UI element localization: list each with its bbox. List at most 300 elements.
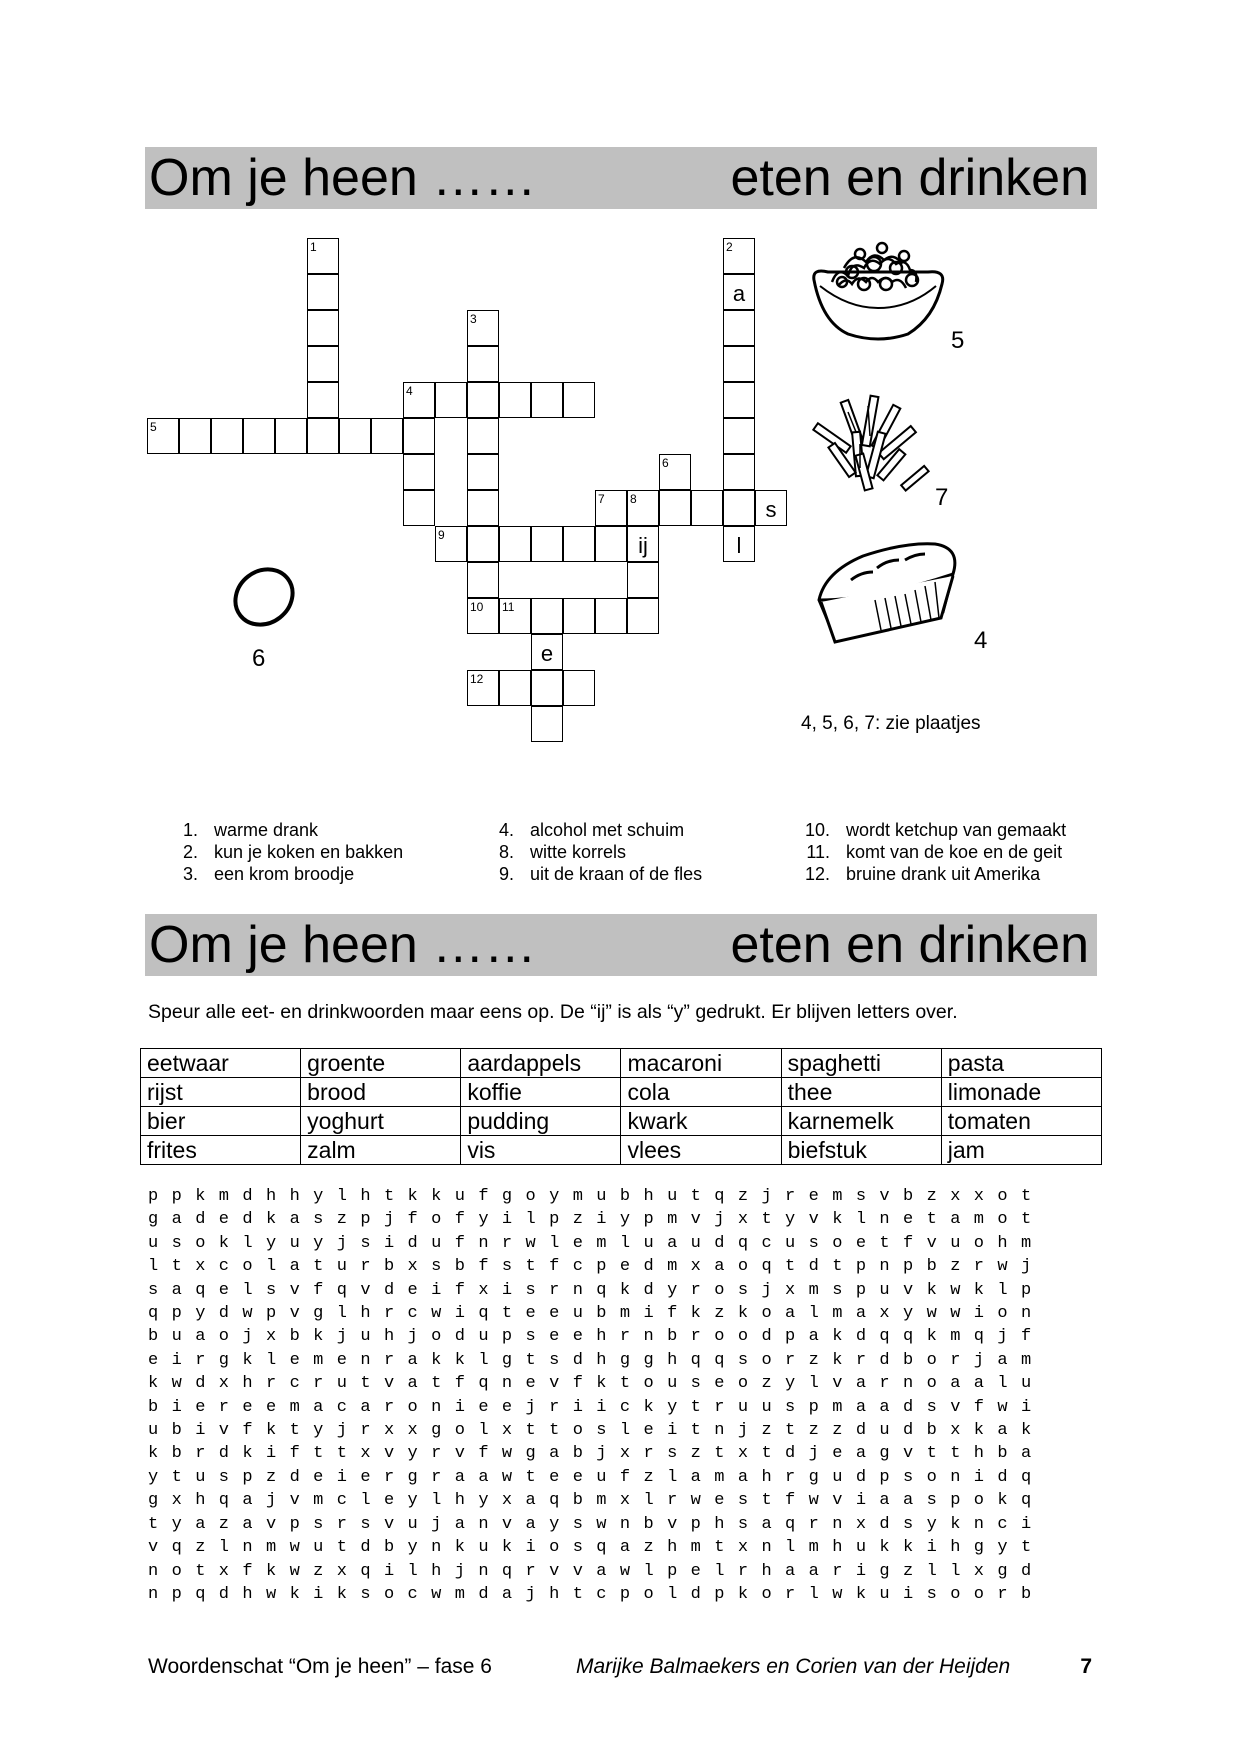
- word-search-letter[interactable]: u: [454, 1187, 465, 1206]
- word-search-letter[interactable]: b: [619, 1187, 631, 1206]
- word-search-letter[interactable]: a: [903, 1491, 914, 1511]
- word-search-letter[interactable]: e: [714, 1374, 725, 1394]
- word-search-letter[interactable]: o: [973, 1491, 984, 1511]
- word-search-letter[interactable]: s: [667, 1444, 678, 1464]
- word-search-letter[interactable]: x: [950, 1421, 961, 1441]
- word-search-letter[interactable]: v: [289, 1280, 300, 1300]
- word-search-letter[interactable]: v: [690, 1210, 701, 1230]
- word-search-letter[interactable]: q: [195, 1280, 206, 1300]
- crossword-cell[interactable]: [595, 598, 627, 634]
- word-search-letter[interactable]: t: [1020, 1538, 1032, 1558]
- word-search-letter[interactable]: r: [619, 1327, 631, 1347]
- word-search-letter[interactable]: l: [808, 1304, 819, 1324]
- word-search-letter[interactable]: o: [218, 1327, 229, 1347]
- word-search-letter[interactable]: v: [832, 1491, 843, 1511]
- word-search-letter[interactable]: r: [383, 1467, 395, 1487]
- word-search-letter[interactable]: j: [997, 1327, 1008, 1347]
- word-search-letter[interactable]: t: [761, 1491, 772, 1511]
- word-search-letter[interactable]: m: [973, 1210, 984, 1230]
- word-search-letter[interactable]: p: [855, 1257, 867, 1277]
- crossword-cell[interactable]: [307, 418, 339, 454]
- word-search-letter[interactable]: l: [360, 1491, 371, 1511]
- word-search-letter[interactable]: t: [879, 1233, 890, 1253]
- word-search-letter[interactable]: t: [525, 1467, 536, 1487]
- word-search-letter[interactable]: o: [643, 1374, 654, 1394]
- word-search-letter[interactable]: z: [761, 1421, 772, 1441]
- word-search-letter[interactable]: j: [525, 1397, 536, 1417]
- word-search-letter[interactable]: t: [501, 1304, 513, 1324]
- word-search-letter[interactable]: n: [148, 1561, 159, 1581]
- word-search-letter[interactable]: y: [407, 1444, 418, 1464]
- word-search-letter[interactable]: l: [997, 1374, 1008, 1394]
- word-search-letter[interactable]: a: [454, 1514, 465, 1534]
- word-search-letter[interactable]: e: [383, 1491, 395, 1511]
- word-search-letter[interactable]: k: [619, 1280, 631, 1300]
- word-search-letter[interactable]: a: [808, 1327, 819, 1347]
- word-search-letter[interactable]: k: [832, 1327, 843, 1347]
- word-search-letter[interactable]: s: [903, 1467, 914, 1487]
- word-search-letter[interactable]: r: [973, 1257, 984, 1277]
- word-search-letter[interactable]: r: [690, 1280, 701, 1300]
- word-search-letter[interactable]: h: [832, 1538, 843, 1558]
- word-search-letter[interactable]: o: [761, 1304, 772, 1324]
- word-search-letter[interactable]: t: [525, 1421, 536, 1441]
- word-search-letter[interactable]: r: [997, 1584, 1008, 1604]
- word-search-letter[interactable]: v: [549, 1561, 560, 1581]
- word-search-letter[interactable]: v: [903, 1444, 914, 1464]
- word-search-letter[interactable]: p: [171, 1304, 182, 1324]
- word-search-letter[interactable]: w: [950, 1280, 961, 1300]
- word-search-letter[interactable]: p: [785, 1327, 796, 1347]
- word-search-letter[interactable]: p: [148, 1187, 159, 1206]
- word-search-letter[interactable]: i: [855, 1491, 867, 1511]
- word-search-letter[interactable]: x: [619, 1491, 631, 1511]
- word-search-letter[interactable]: x: [360, 1444, 371, 1464]
- word-search-letter[interactable]: a: [289, 1257, 300, 1277]
- word-search-letter[interactable]: z: [808, 1350, 819, 1370]
- word-search-letter[interactable]: u: [879, 1421, 890, 1441]
- word-search-letter[interactable]: b: [148, 1327, 159, 1347]
- word-search-letter[interactable]: f: [407, 1210, 418, 1230]
- word-search-letter[interactable]: s: [855, 1187, 867, 1206]
- word-search-letter[interactable]: j: [265, 1491, 277, 1511]
- word-search-letter[interactable]: x: [478, 1280, 489, 1300]
- word-search-letter[interactable]: k: [1020, 1421, 1032, 1441]
- word-search-letter[interactable]: v: [832, 1374, 843, 1394]
- word-search-letter[interactable]: e: [525, 1374, 536, 1394]
- word-search-letter[interactable]: r: [549, 1280, 560, 1300]
- word-search-letter[interactable]: x: [785, 1280, 796, 1300]
- word-search-letter[interactable]: s: [808, 1233, 819, 1253]
- word-search-letter[interactable]: p: [690, 1514, 701, 1534]
- word-search-letter[interactable]: a: [855, 1397, 867, 1417]
- word-search-letter[interactable]: m: [832, 1187, 843, 1206]
- crossword-cell[interactable]: [723, 526, 755, 562]
- word-search-letter[interactable]: u: [313, 1538, 324, 1558]
- word-search-letter[interactable]: s: [360, 1514, 371, 1534]
- word-search-letter[interactable]: x: [218, 1374, 229, 1394]
- word-search-letter[interactable]: b: [903, 1350, 914, 1370]
- word-search-letter[interactable]: k: [973, 1421, 984, 1441]
- word-search-letter[interactable]: y: [407, 1538, 418, 1558]
- word-search-letter[interactable]: p: [903, 1257, 914, 1277]
- word-search-letter[interactable]: s: [832, 1280, 843, 1300]
- word-search-letter[interactable]: c: [619, 1397, 631, 1417]
- word-search-letter[interactable]: n: [478, 1561, 489, 1581]
- word-search-letter[interactable]: t: [525, 1257, 536, 1277]
- word-search-letter[interactable]: n: [903, 1374, 914, 1394]
- word-search-letter[interactable]: k: [832, 1350, 843, 1370]
- word-search-letter[interactable]: j: [596, 1444, 607, 1464]
- word-search-letter[interactable]: n: [643, 1327, 654, 1347]
- word-search-letter[interactable]: u: [596, 1467, 607, 1487]
- crossword-cell[interactable]: [723, 238, 755, 274]
- crossword-cell[interactable]: [435, 526, 467, 562]
- word-search-letter[interactable]: e: [289, 1350, 300, 1370]
- word-search-letter[interactable]: r: [950, 1350, 961, 1370]
- word-search-letter[interactable]: l: [525, 1210, 536, 1230]
- word-search-letter[interactable]: y: [313, 1187, 324, 1206]
- word-search-letter[interactable]: p: [549, 1210, 560, 1230]
- word-search-letter[interactable]: m: [1020, 1233, 1032, 1253]
- word-search-letter[interactable]: z: [926, 1187, 937, 1206]
- word-search-letter[interactable]: x: [407, 1421, 418, 1441]
- word-search-letter[interactable]: k: [242, 1350, 253, 1370]
- word-search-letter[interactable]: a: [360, 1397, 371, 1417]
- word-search-letter[interactable]: t: [336, 1538, 347, 1558]
- word-search-letter[interactable]: h: [973, 1444, 984, 1464]
- word-search-letter[interactable]: b: [926, 1421, 937, 1441]
- word-search-letter[interactable]: u: [289, 1233, 300, 1253]
- word-search-letter[interactable]: b: [572, 1444, 583, 1464]
- crossword-cell[interactable]: [563, 382, 595, 418]
- word-search-letter[interactable]: f: [1020, 1327, 1032, 1347]
- word-search-letter[interactable]: j: [336, 1233, 347, 1253]
- word-search-letter[interactable]: d: [855, 1327, 867, 1347]
- word-search-letter[interactable]: a: [478, 1467, 489, 1487]
- word-search-letter[interactable]: r: [383, 1397, 395, 1417]
- word-search-letter[interactable]: z: [832, 1421, 843, 1441]
- word-search-letter[interactable]: m: [596, 1233, 607, 1253]
- word-search-letter[interactable]: t: [785, 1257, 796, 1277]
- crossword-cell[interactable]: [371, 418, 403, 454]
- word-search-letter[interactable]: i: [501, 1280, 513, 1300]
- word-search-letter[interactable]: m: [572, 1187, 583, 1206]
- word-search-letter[interactable]: d: [218, 1444, 229, 1464]
- word-search-letter[interactable]: s: [525, 1280, 536, 1300]
- word-search-letter[interactable]: a: [454, 1467, 465, 1487]
- crossword-cell[interactable]: [531, 382, 563, 418]
- word-search-letter[interactable]: m: [1020, 1350, 1032, 1370]
- word-search-letter[interactable]: k: [218, 1233, 229, 1253]
- word-search-letter[interactable]: y: [265, 1233, 277, 1253]
- word-search-letter[interactable]: n: [832, 1514, 843, 1534]
- word-search-letter[interactable]: q: [171, 1538, 182, 1558]
- word-search-letter[interactable]: t: [1020, 1210, 1032, 1230]
- word-search-letter[interactable]: h: [360, 1304, 371, 1324]
- word-search-letter[interactable]: j: [525, 1584, 536, 1604]
- crossword-cell[interactable]: [659, 490, 691, 526]
- word-search-letter[interactable]: p: [596, 1257, 607, 1277]
- word-search-letter[interactable]: k: [879, 1538, 890, 1558]
- crossword-cell[interactable]: [339, 418, 371, 454]
- word-search-letter[interactable]: x: [336, 1561, 347, 1581]
- crossword-cell[interactable]: [723, 454, 755, 490]
- word-search-letter[interactable]: b: [572, 1491, 583, 1511]
- word-search-letter[interactable]: t: [714, 1444, 725, 1464]
- word-search-letter[interactable]: j: [336, 1421, 347, 1441]
- word-search-letter[interactable]: l: [667, 1584, 678, 1604]
- crossword-cell[interactable]: [307, 238, 339, 274]
- crossword-cell[interactable]: [531, 526, 563, 562]
- word-search-letter[interactable]: t: [289, 1421, 300, 1441]
- word-search-letter[interactable]: s: [501, 1257, 513, 1277]
- word-search-letter[interactable]: d: [903, 1397, 914, 1417]
- word-search-letter[interactable]: r: [313, 1374, 324, 1394]
- word-search-letter[interactable]: u: [431, 1233, 442, 1253]
- word-search-letter[interactable]: q: [1020, 1491, 1032, 1511]
- word-search-letter[interactable]: o: [714, 1280, 725, 1300]
- word-search-letter[interactable]: r: [360, 1257, 371, 1277]
- word-search-letter[interactable]: g: [501, 1187, 513, 1206]
- word-search-letter[interactable]: w: [997, 1397, 1008, 1417]
- word-search-letter[interactable]: t: [313, 1444, 324, 1464]
- word-search-letter[interactable]: v: [808, 1210, 819, 1230]
- word-search-letter[interactable]: l: [808, 1584, 819, 1604]
- word-search-letter[interactable]: w: [171, 1374, 182, 1394]
- crossword-cell[interactable]: [403, 454, 435, 490]
- word-search-letter[interactable]: l: [667, 1467, 678, 1487]
- word-search-letter[interactable]: o: [643, 1584, 654, 1604]
- word-search-letter[interactable]: q: [1020, 1467, 1032, 1487]
- word-search-letter[interactable]: v: [879, 1187, 890, 1206]
- word-search-letter[interactable]: l: [950, 1561, 961, 1581]
- word-search-letter[interactable]: o: [761, 1350, 772, 1370]
- word-search-letter[interactable]: n: [148, 1584, 159, 1604]
- word-search-letter[interactable]: q: [596, 1538, 607, 1558]
- word-search-letter[interactable]: d: [879, 1514, 890, 1534]
- word-search-letter[interactable]: k: [289, 1584, 300, 1604]
- crossword-cell[interactable]: [627, 562, 659, 598]
- word-search-letter[interactable]: f: [242, 1421, 253, 1441]
- word-search-letter[interactable]: l: [855, 1210, 867, 1230]
- word-search-letter[interactable]: z: [761, 1374, 772, 1394]
- word-search-letter[interactable]: w: [265, 1584, 277, 1604]
- word-search-letter[interactable]: w: [926, 1304, 937, 1324]
- word-search-letter[interactable]: k: [431, 1187, 442, 1206]
- word-search-letter[interactable]: e: [572, 1233, 583, 1253]
- word-search-letter[interactable]: j: [242, 1327, 253, 1347]
- word-search-letter[interactable]: s: [737, 1514, 749, 1534]
- word-search-letter[interactable]: r: [785, 1350, 796, 1370]
- word-search-letter[interactable]: j: [407, 1327, 418, 1347]
- crossword-cell[interactable]: [211, 418, 243, 454]
- word-search-letter[interactable]: u: [690, 1233, 701, 1253]
- word-search-letter[interactable]: y: [926, 1514, 937, 1534]
- word-search-letter[interactable]: q: [549, 1491, 560, 1511]
- word-search-letter[interactable]: k: [903, 1538, 914, 1558]
- word-search-letter[interactable]: x: [501, 1491, 513, 1511]
- crossword-cell[interactable]: [499, 598, 531, 634]
- word-search-letter[interactable]: v: [454, 1444, 465, 1464]
- word-search-letter[interactable]: y: [785, 1210, 796, 1230]
- word-search-letter[interactable]: u: [171, 1327, 182, 1347]
- crossword-cell[interactable]: [467, 310, 499, 346]
- word-search-letter[interactable]: h: [997, 1233, 1008, 1253]
- word-search-letter[interactable]: r: [195, 1444, 206, 1464]
- word-search-letter[interactable]: o: [761, 1584, 772, 1604]
- word-search-letter[interactable]: a: [407, 1350, 418, 1370]
- word-search-letter[interactable]: r: [737, 1561, 749, 1581]
- word-search-letter[interactable]: a: [242, 1491, 253, 1511]
- word-search-letter[interactable]: u: [572, 1304, 583, 1324]
- word-search-letter[interactable]: k: [148, 1444, 159, 1464]
- word-search-letter[interactable]: a: [997, 1350, 1008, 1370]
- word-search-letter[interactable]: g: [997, 1561, 1008, 1581]
- word-search-letter[interactable]: u: [761, 1397, 772, 1417]
- word-search-letter[interactable]: p: [1020, 1280, 1032, 1300]
- word-search-letter[interactable]: v: [903, 1280, 914, 1300]
- word-search-letter[interactable]: t: [195, 1561, 206, 1581]
- word-search-letter[interactable]: q: [714, 1187, 725, 1206]
- word-search-letter[interactable]: z: [737, 1187, 749, 1206]
- word-search-letter[interactable]: u: [879, 1584, 890, 1604]
- word-search-letter[interactable]: o: [950, 1584, 961, 1604]
- word-search-letter[interactable]: u: [832, 1467, 843, 1487]
- word-search-letter[interactable]: a: [785, 1561, 796, 1581]
- word-search-letter[interactable]: m: [454, 1584, 465, 1604]
- word-search-letter[interactable]: n: [1020, 1304, 1032, 1324]
- word-search-letter[interactable]: f: [903, 1233, 914, 1253]
- word-search-letter[interactable]: a: [549, 1444, 560, 1464]
- word-search-letter[interactable]: i: [1020, 1514, 1032, 1534]
- crossword-cell[interactable]: [627, 490, 659, 526]
- word-search-letter[interactable]: f: [242, 1561, 253, 1581]
- crossword-cell[interactable]: [467, 454, 499, 490]
- word-search-letter[interactable]: n: [714, 1421, 725, 1441]
- crossword-cell[interactable]: [467, 562, 499, 598]
- word-search-letter[interactable]: e: [478, 1397, 489, 1417]
- word-search-letter[interactable]: m: [832, 1397, 843, 1417]
- word-search-letter[interactable]: k: [596, 1374, 607, 1394]
- word-search-letter[interactable]: i: [171, 1350, 182, 1370]
- word-search-letter[interactable]: n: [572, 1280, 583, 1300]
- word-search-letter[interactable]: i: [643, 1304, 654, 1324]
- word-search-letter[interactable]: q: [737, 1233, 749, 1253]
- word-search-letter[interactable]: r: [336, 1514, 347, 1534]
- word-search-letter[interactable]: b: [171, 1444, 182, 1464]
- word-search-letter[interactable]: w: [501, 1467, 513, 1487]
- word-search-letter[interactable]: b: [1020, 1584, 1032, 1604]
- word-search-letter[interactable]: s: [313, 1210, 324, 1230]
- word-search-letter[interactable]: s: [549, 1350, 560, 1370]
- word-search-letter[interactable]: n: [619, 1514, 631, 1534]
- word-search-letter[interactable]: r: [808, 1514, 819, 1534]
- word-search-letter[interactable]: x: [407, 1257, 418, 1277]
- word-search-letter[interactable]: a: [714, 1257, 725, 1277]
- word-search-letter[interactable]: q: [478, 1374, 489, 1394]
- word-search-letter[interactable]: f: [289, 1444, 300, 1464]
- word-search-letter[interactable]: s: [171, 1233, 182, 1253]
- word-search-letter[interactable]: a: [879, 1397, 890, 1417]
- word-search-letter[interactable]: q: [336, 1280, 347, 1300]
- word-search-letter[interactable]: t: [690, 1421, 701, 1441]
- word-search-letter[interactable]: i: [501, 1210, 513, 1230]
- word-search-letter[interactable]: s: [148, 1280, 159, 1300]
- crossword-cell[interactable]: [467, 670, 499, 706]
- word-search-letter[interactable]: h: [596, 1350, 607, 1370]
- word-search-letter[interactable]: d: [714, 1233, 725, 1253]
- word-search-letter[interactable]: x: [973, 1187, 984, 1206]
- word-search-letter[interactable]: u: [667, 1374, 678, 1394]
- word-search-letter[interactable]: y: [667, 1397, 678, 1417]
- word-search-letter[interactable]: y: [903, 1304, 914, 1324]
- word-search-letter[interactable]: b: [596, 1304, 607, 1324]
- word-search-letter[interactable]: h: [596, 1327, 607, 1347]
- word-search-letter[interactable]: e: [525, 1304, 536, 1324]
- word-search-letter[interactable]: j: [761, 1187, 772, 1206]
- word-search-letter[interactable]: x: [690, 1257, 701, 1277]
- word-search-letter[interactable]: r: [714, 1397, 725, 1417]
- word-search-letter[interactable]: e: [643, 1421, 654, 1441]
- crossword-cell[interactable]: [499, 526, 531, 562]
- word-search-letter[interactable]: g: [431, 1421, 442, 1441]
- word-search-letter[interactable]: a: [242, 1514, 253, 1534]
- word-search-letter[interactable]: q: [218, 1491, 229, 1511]
- word-search-letter[interactable]: y: [785, 1374, 796, 1394]
- word-search-letter[interactable]: j: [808, 1444, 819, 1464]
- word-search-letter[interactable]: f: [667, 1304, 678, 1324]
- word-search-letter[interactable]: q: [478, 1304, 489, 1324]
- word-search-letter[interactable]: d: [454, 1327, 465, 1347]
- word-search-letter[interactable]: m: [265, 1538, 277, 1558]
- word-search-letter[interactable]: a: [690, 1467, 701, 1487]
- word-search-letter[interactable]: e: [218, 1210, 229, 1230]
- word-search-letter[interactable]: a: [950, 1374, 961, 1394]
- word-search-letter[interactable]: k: [431, 1350, 442, 1370]
- crossword-cell[interactable]: [723, 346, 755, 382]
- word-search-letter[interactable]: w: [596, 1514, 607, 1534]
- word-search-letter[interactable]: u: [667, 1187, 678, 1206]
- word-search-letter[interactable]: a: [879, 1491, 890, 1511]
- word-search-letter[interactable]: w: [690, 1491, 701, 1511]
- crossword-cell[interactable]: [627, 526, 659, 562]
- word-search-letter[interactable]: z: [903, 1561, 914, 1581]
- word-search-letter[interactable]: h: [950, 1538, 961, 1558]
- word-search-letter[interactable]: k: [336, 1584, 347, 1604]
- word-search-letter[interactable]: x: [218, 1561, 229, 1581]
- word-search-letter[interactable]: y: [549, 1187, 560, 1206]
- word-search-letter[interactable]: b: [171, 1421, 182, 1441]
- word-search-letter[interactable]: t: [336, 1444, 347, 1464]
- word-search-letter[interactable]: x: [879, 1304, 890, 1324]
- word-search-letter[interactable]: y: [478, 1210, 489, 1230]
- word-search-letter[interactable]: t: [926, 1210, 937, 1230]
- word-search-letter[interactable]: k: [454, 1538, 465, 1558]
- word-search-letter[interactable]: i: [431, 1280, 442, 1300]
- word-search-letter[interactable]: d: [289, 1467, 300, 1487]
- crossword-cell[interactable]: [435, 382, 467, 418]
- word-search-letter[interactable]: i: [596, 1397, 607, 1417]
- word-search-letter[interactable]: q: [690, 1350, 701, 1370]
- word-search-letter[interactable]: f: [454, 1280, 465, 1300]
- word-search-letter[interactable]: k: [690, 1304, 701, 1324]
- crossword-cell[interactable]: [467, 346, 499, 382]
- word-search-letter[interactable]: o: [431, 1210, 442, 1230]
- word-search-letter[interactable]: d: [761, 1327, 772, 1347]
- word-search-letter[interactable]: l: [336, 1187, 347, 1206]
- word-search-letter[interactable]: t: [313, 1257, 324, 1277]
